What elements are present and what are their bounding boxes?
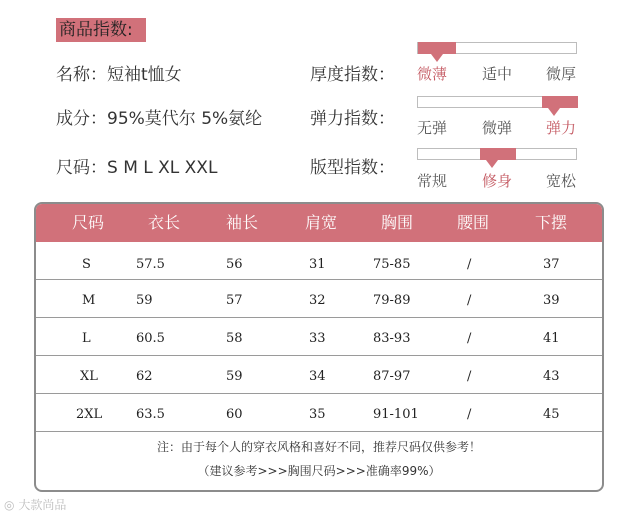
watermark-text: 大款尚品	[18, 498, 67, 512]
index-option: 微厚	[545, 65, 577, 83]
table-row	[36, 358, 602, 396]
table-row	[36, 282, 602, 320]
table-cell: /	[467, 293, 472, 308]
table-cell: XL	[80, 369, 98, 384]
column-header: 腰围	[456, 213, 490, 232]
column-header: 袖长	[225, 213, 259, 232]
table-cell: 33	[309, 331, 326, 346]
index-bar-fill	[480, 148, 516, 160]
table-cell: 62	[136, 369, 153, 384]
table-cell: 57.5	[136, 257, 165, 272]
index-option: 常规	[416, 172, 448, 190]
size-note-reference: （建议参考>>>胸围尺码>>>准确率99%）	[197, 464, 441, 478]
section-title: 商品指数:	[56, 18, 146, 42]
row-divider	[36, 355, 602, 356]
column-header: 尺码	[71, 213, 105, 232]
table-cell: 59	[226, 369, 243, 384]
column-header: 肩宽	[304, 213, 338, 232]
table-cell: S	[82, 257, 91, 272]
table-cell: 2XL	[76, 407, 103, 422]
product-name: 名称：短袖t恤女	[56, 65, 182, 85]
index-option: 微薄	[416, 65, 448, 83]
pointer-icon	[548, 108, 560, 116]
table-cell: 75-85	[373, 257, 411, 272]
table-cell: 57	[226, 293, 243, 308]
row-divider	[36, 431, 602, 432]
pointer-icon	[431, 54, 443, 62]
row-divider	[36, 279, 602, 280]
table-cell: 60	[226, 407, 243, 422]
table-cell: 79-89	[373, 293, 411, 308]
product-sizes: 尺码：S M L XL XXL	[56, 158, 218, 178]
table-cell: 56	[226, 257, 243, 272]
table-cell: 58	[226, 331, 243, 346]
table-cell: /	[467, 369, 472, 384]
column-header: 衣长	[147, 213, 181, 232]
table-cell: 32	[309, 293, 326, 308]
table-cell: 83-93	[373, 331, 411, 346]
index-bar	[417, 96, 577, 108]
table-cell: 59	[136, 293, 153, 308]
table-cell: 34	[309, 369, 326, 384]
index-bar-fill	[542, 96, 578, 108]
table-row	[36, 320, 602, 358]
index-label: 弹力指数：	[310, 109, 395, 129]
index-bar	[417, 42, 577, 54]
size-note: 注：由于每个人的穿衣风格和喜好不同，推荐尺码仅供参考！	[156, 440, 481, 454]
table-header	[36, 204, 602, 242]
table-cell: /	[467, 257, 472, 272]
table-cell: 91-101	[373, 407, 419, 422]
table-cell: 35	[309, 407, 326, 422]
index-option: 弹力	[545, 119, 577, 137]
table-cell: /	[467, 407, 472, 422]
table-cell: 31	[309, 257, 326, 272]
index-bar	[417, 148, 577, 160]
table-cell: 45	[543, 407, 560, 422]
table-row	[36, 396, 602, 434]
index-option: 无弹	[416, 119, 448, 137]
column-header: 下摆	[534, 213, 568, 232]
column-header: 胸围	[380, 213, 414, 232]
table-cell: L	[82, 331, 91, 346]
index-label: 厚度指数：	[310, 65, 395, 85]
row-divider	[36, 393, 602, 394]
index-option: 宽松	[545, 172, 577, 190]
index-option: 微弹	[481, 119, 513, 137]
size-table	[34, 202, 604, 492]
table-cell: /	[467, 331, 472, 346]
row-divider	[36, 317, 602, 318]
watermark-logo	[4, 496, 66, 513]
table-cell: 41	[543, 331, 560, 346]
table-cell: 63.5	[136, 407, 165, 422]
table-cell: 60.5	[136, 331, 165, 346]
table-cell: 39	[543, 293, 560, 308]
index-option: 适中	[481, 65, 513, 83]
table-cell: 87-97	[373, 369, 411, 384]
table-cell: 43	[543, 369, 560, 384]
product-material: 成分：95%莫代尔 5%氨纶	[56, 109, 263, 129]
index-label: 版型指数：	[310, 158, 395, 178]
index-bar-fill	[418, 42, 456, 54]
pointer-icon	[486, 160, 498, 168]
index-option: 修身	[481, 172, 513, 190]
table-cell: M	[82, 293, 96, 308]
wechat-icon: ◎	[4, 498, 15, 512]
table-cell: 37	[543, 257, 560, 272]
